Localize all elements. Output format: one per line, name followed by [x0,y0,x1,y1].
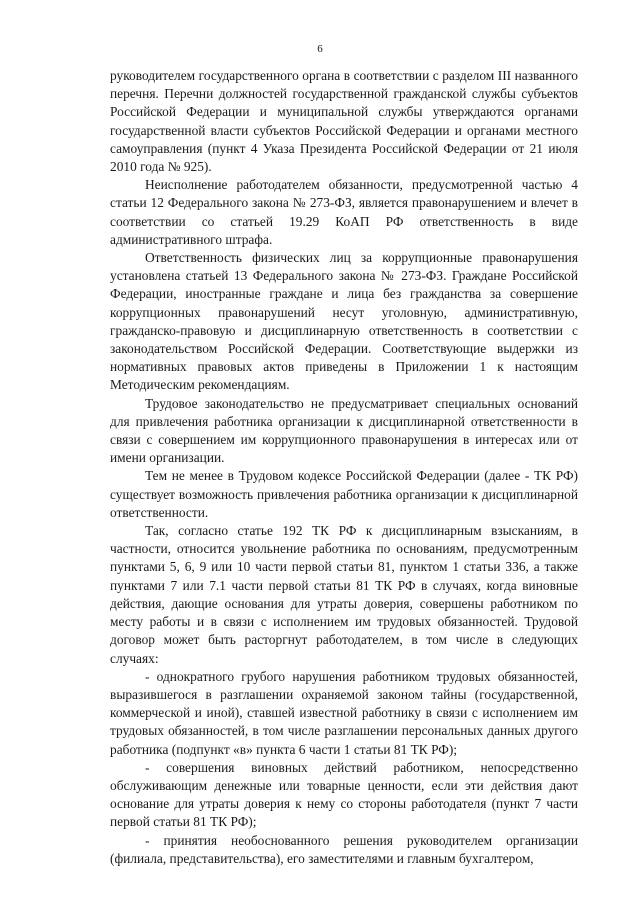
document-body [110,67,578,868]
paragraph: Неисполнение работодателем обязанности, предусмотренной частью 4 статьи 12 Федерального закона № 273-ФЗ, является правонарушением и влечет в соответствии со статьей 19.29 КоАП РФ ответственность в виде административного штрафа. [110,177,578,247]
list-item: - совершения виновных действий работником, непосредственно обслуживающим денежные или товарные ценности, если эти действия дают основание для утраты доверия к нему со стороны работодателя (пункт 7 части первой статьи 81 ТК РФ); [110,759,578,830]
paragraph: Трудовое законодательство не предусматривает специальных оснований для привлечения работника организации к дисциплинарной ответственности в связи с совершением им коррупционного правонарушения в интересах или от имени организации. [110,395,578,466]
paragraph: Тем не менее в Трудовом кодексе Российской Федерации (далее - ТК РФ) существует возможность привлечения работника организации к дисциплинарной ответственности. [110,468,578,520]
list-item: - принятия необоснованного решения руководителем организации (филиала, представительства), его заместителями и главным бухгалтером, [110,832,578,866]
page-number: 6 [317,43,323,55]
paragraph: Так, согласно статье 192 ТК РФ к дисциплинарным взысканиям, в частности, относится увольнение работника по основаниям, предусмотренным пунктами 5, 6, 9 или 10 части первой статьи 81, пунктом 1 статьи 336, а также пунктами 7 или 7.1 части первой статьи 81 ТК РФ в случаях, когда виновные действия, дающие основания для утраты доверия, совершены работником по месту работы и в связи с исполнением им трудовых обязанностей. Трудовой договор может быть расторгнут работодателем, в том числе в следующих случаях: [110,523,578,666]
paragraph: Ответственность физических лиц за коррупционные правонарушения установлена статьей 13 Федерального закона № 273-ФЗ. Граждане Российской Федерации, иностранные граждане и лица без гражданства за совершение коррупционных правонарушений несут уголовную, административную, гражданско-правовую и дисциплинарную ответственность в соответствии с законодательством Российской Федерации. Соответствующие выдержки из нормативных правовых актов приведены в Приложении 1 к настоящим Методическим рекомендациям. [110,250,578,393]
list-item: - однократного грубого нарушения работником трудовых обязанностей, выразившегося в разглашении охраняемой законом тайны (государственной, коммерческой и иной), ставшей известной работнику в связи с исполнением им трудовых обязанностей, в том числе разглашении персональных данных другого работника (подпункт «в» пункта 6 части 1 статьи 81 ТК РФ); [110,668,578,757]
paragraph: руководителем государственного органа в соответствии с разделом III названного перечня. Перечни должностей государственной гражданской службы субъектов Российской Федерации и муниципальной службы утверждаются органами государственной власти субъектов Российской Федерации и органами местного самоуправления (пункт 4 Указа Президента Российской Федерации от 21 июля 2010 года № 925). [110,68,578,175]
